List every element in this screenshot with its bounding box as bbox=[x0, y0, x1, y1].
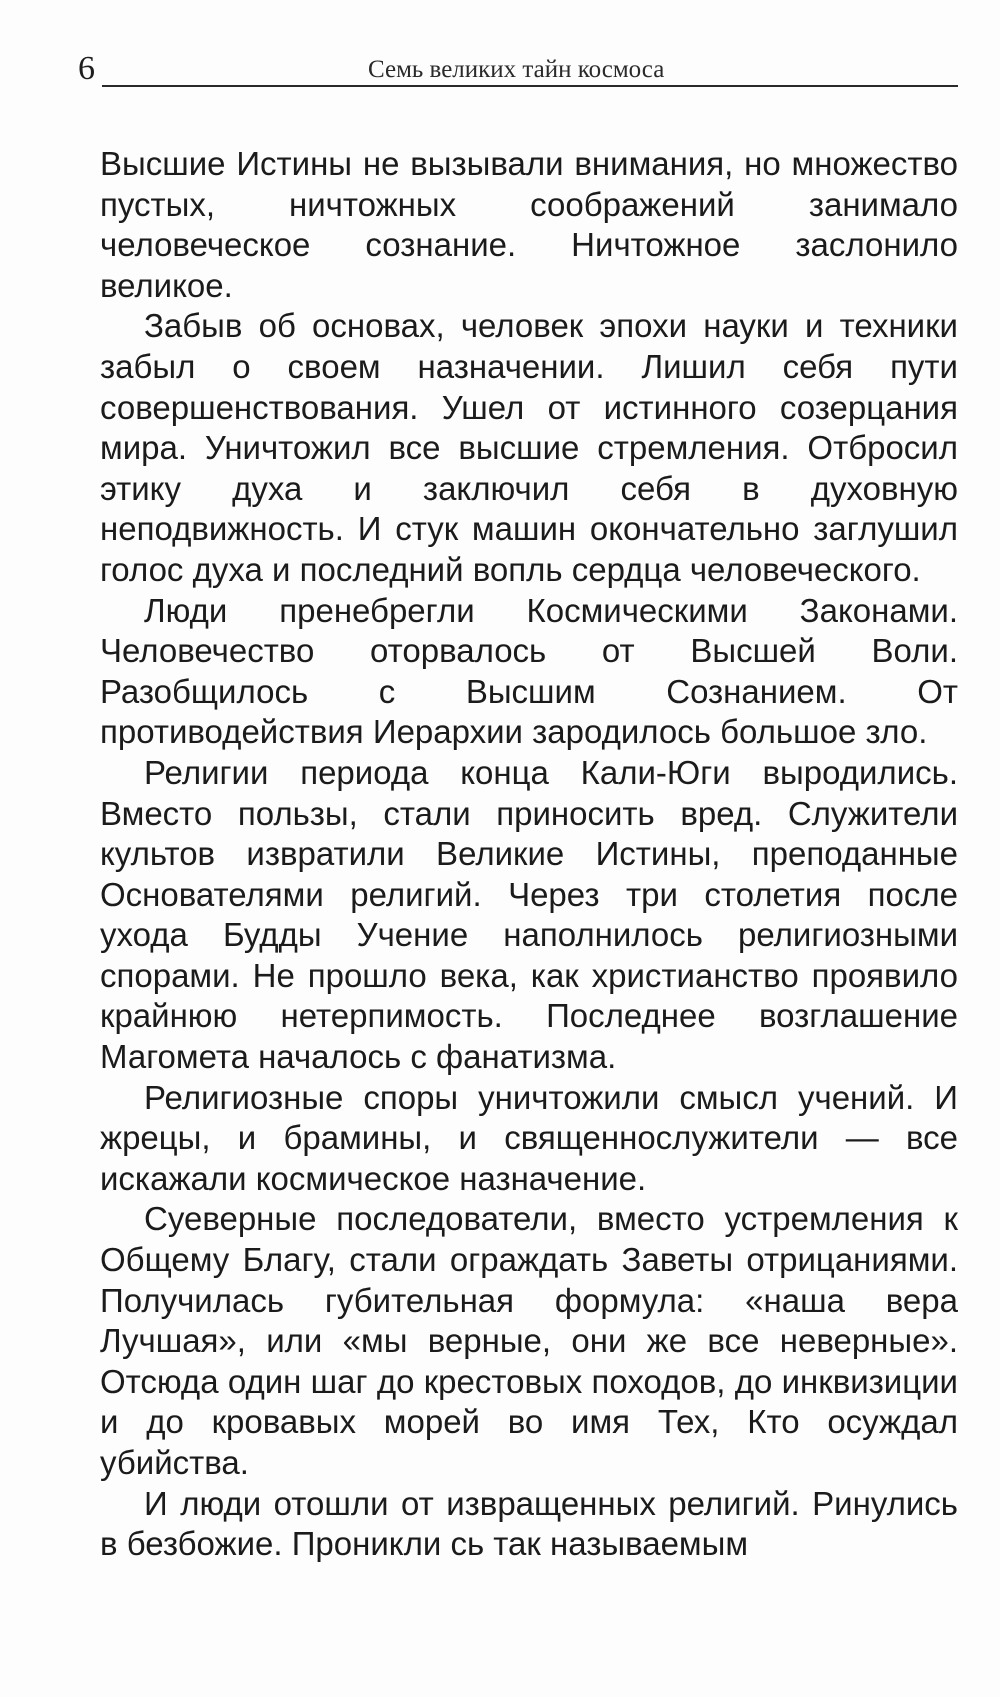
running-title: Семь великих тайн космоса bbox=[368, 56, 665, 83]
body-text bbox=[100, 144, 958, 1565]
page-number: 6 bbox=[78, 50, 95, 87]
paragraph: Суеверные последователи, вместо устремления к Общему Благу, стали ограждать Заветы отрицаниями. Получилась губительная формула: «наша вера Лучшая», или «мы верные, они же все неверные». Отсюда один шаг до крестовых походов, до инквизиции и до кровавых морей во имя Тех, Кто осуждал убийства. bbox=[100, 1200, 958, 1481]
paragraph: Люди пренебрегли Космическими Законами. Человечество оторвалось от Высшей Воли. Разобщилось с Высшим Сознанием. От противодействия Иерархии зародилось большое зло. bbox=[100, 591, 958, 751]
paragraph: И люди отошли от извращенных религий. Ринулись в безбожие. Проникли сь так называемым bbox=[100, 1484, 958, 1563]
header-rule bbox=[102, 85, 958, 87]
paragraph: Высшие Истины не вызывали внимания, но множество пустых, ничтожных соображений занимало человеческое сознание. Ничтожное заслонило великое. bbox=[100, 145, 958, 304]
paragraph: Религии периода конца Кали-Юги выродились. Вместо пользы, стали приносить вред. Служители культов извратили Великие Истины, преподанные Основателями религий. Через три столетия после ухода Будды Учение наполнилось религиозными спорами. Не прошло века, как христианство проявило крайнюю нетерпимость. Последнее возглашение Магомета началось с фанатизма. bbox=[100, 753, 958, 1076]
page-header bbox=[78, 48, 958, 88]
paragraph: Религиозные споры уничтожили смысл учений. И жрецы, и брамины, и священнослужители — все искажали космическое назначение. bbox=[100, 1078, 958, 1197]
paragraph: Забыв об основах, человек эпохи науки и техники забыл о своем назначении. Лишил себя пути совершенствования. Ушел от истинного созерцания мира. Уничтожил все высшие стремления. Отбросил этику духа и заключил себя в духовную неподвижность. И стук машин окончательно заглушил голос духа и последний вопль сердца человеческого. bbox=[100, 307, 958, 588]
